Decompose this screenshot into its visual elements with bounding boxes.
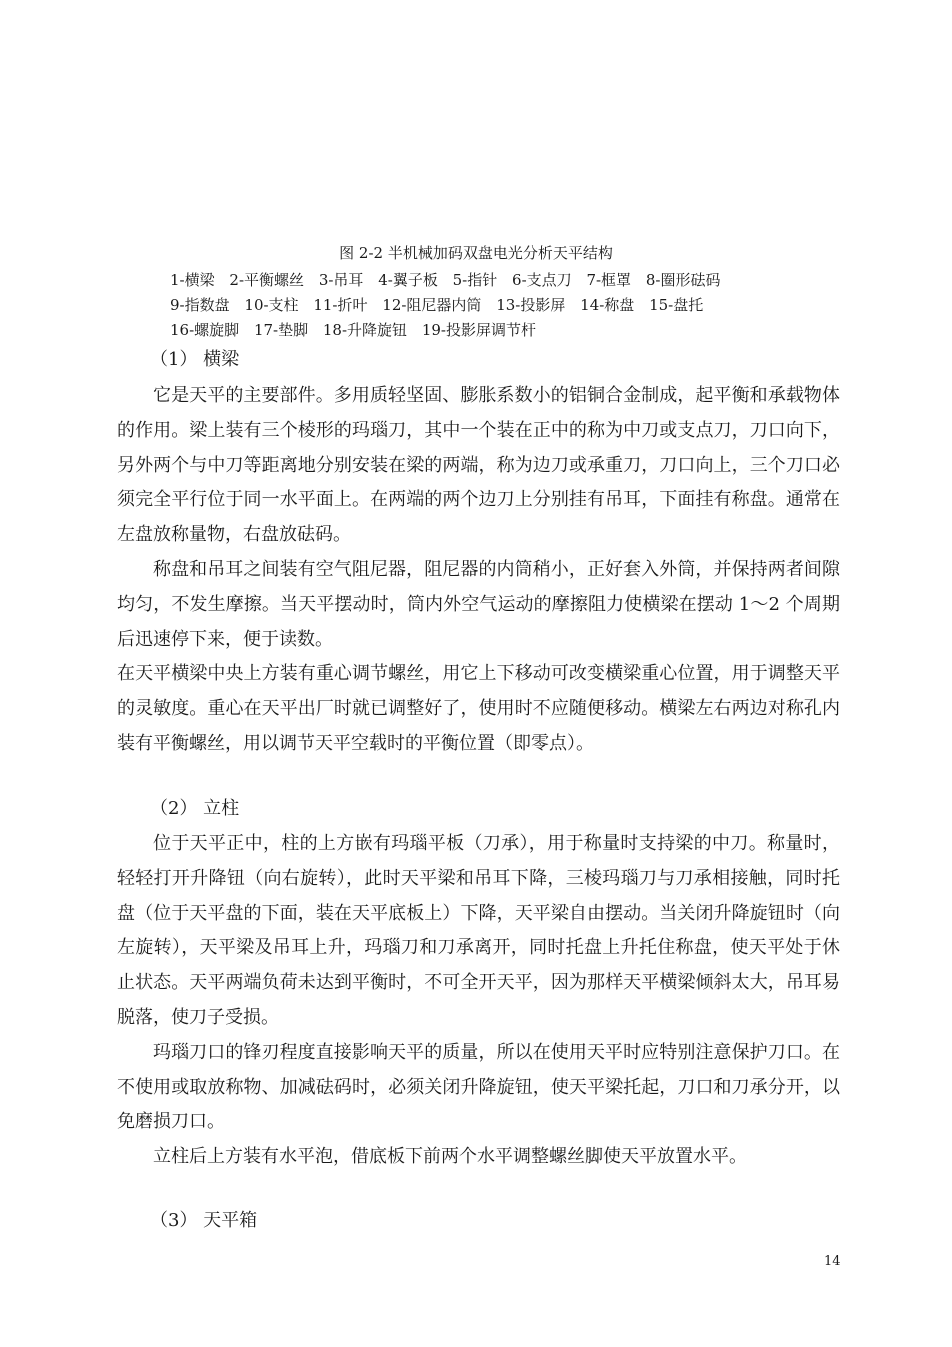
paragraph: 在天平横梁中央上方装有重心调节螺丝，用它上下移动可改变横梁重心位置，用于调整天平的灵敏度。重心在天平出厂时就已调整好了，使用时不应随便移动。横梁左右两边对称孔内装有平衡螺丝，用以调节天平空载时的平衡位置（即零点）。 — [117, 663, 840, 754]
legend-item: 9-指数盘 — [170, 296, 230, 314]
figure-legend-row-2 — [170, 295, 850, 315]
legend-item: 13-投影屏 — [496, 296, 566, 314]
pillar-section-body — [117, 827, 840, 1175]
legend-item: 16-螺旋脚 — [170, 321, 240, 339]
figure-legend-row-1 — [170, 270, 850, 290]
legend-item: 18-升降旋钮 — [322, 321, 408, 339]
paragraph: 称盘和吊耳之间装有空气阻尼器，阻尼器的内筒稍小，正好套入外筒，并保持两者间隙均匀，不发生摩擦。当天平摆动时，筒内外空气运动的摩擦阻力使横梁在摆动 1～2 个周期后迅速停下来，便于读数。 — [117, 558, 840, 650]
legend-item: 17-垫脚 — [253, 321, 309, 339]
legend-item: 3-吊耳 — [318, 271, 364, 289]
legend-item: 14-称盘 — [580, 296, 635, 314]
figure-legend-row-3 — [170, 320, 850, 340]
legend-item: 12-阻尼器内筒 — [382, 296, 482, 314]
legend-item: 4-翼子板 — [378, 271, 438, 289]
legend-item: 7-框罩 — [586, 271, 632, 289]
section-heading-crossbeam: （1） 横梁 — [150, 349, 240, 370]
legend-item: 6-支点刀 — [512, 271, 572, 289]
legend-item: 2-平衡螺丝 — [229, 271, 305, 289]
crossbeam-section-body — [117, 379, 840, 762]
legend-item: 10-支柱 — [244, 296, 299, 314]
legend-item: 5-指针 — [452, 271, 498, 289]
page-number: 14 — [824, 1254, 841, 1269]
paragraph: 立柱后上方装有水平泡，借底板下前两个水平调整螺丝脚使天平放置水平。 — [153, 1146, 747, 1168]
legend-item: 19-投影屏调节杆 — [421, 321, 536, 339]
paragraph: 它是天平的主要部件。多用质轻坚固、膨胀系数小的铝铜合金制成，起平衡和承载物体的作用。梁上装有三个棱形的玛瑙刀，其中一个装在正中的称为中刀或支点刀，刀口向下，另外两个与中刀等距离地分别安装在梁的两端，称为边刀或承重刀，刀口向上，三个刀口必须完全平行位于同一水平面上。在两端的两个边刀上分别挂有吊耳，下面挂有称盘。通常在左盘放称量物，右盘放砝码。 — [117, 385, 840, 546]
legend-item: 11-折叶 — [313, 296, 368, 314]
section-heading-balance-case: （3） 天平箱 — [150, 1210, 258, 1231]
legend-item: 8-圈形砝码 — [645, 271, 721, 289]
paragraph: 位于天平正中，柱的上方嵌有玛瑙平板（刀承），用于称量时支持梁的中刀。称量时，轻轻打开升降钮（向右旋转），此时天平梁和吊耳下降，三棱玛瑙刀与刀承相接触，同时托盘（位于天平盘的下面，装在天平底板上）下降，天平梁自由摆动。当关闭升降旋钮时（向左旋转），天平梁及吊耳上升，玛瑙刀和刀承离开，同时托盘上升托住称盘，使天平处于休止状态。天平两端负荷未达到平衡时，不可全开天平，因为那样天平横梁倾斜太大，吊耳易脱落，使刀子受损。 — [117, 833, 840, 1028]
legend-item: 15-盘托 — [649, 296, 704, 314]
paragraph: 玛瑙刀口的锋刃程度直接影响天平的质量，所以在使用天平时应特别注意保护刀口。在不使用或取放称物、加减砝码时，必须关闭升降旋钮，使天平梁托起，刀口和刀承分开，以免磨损刀口。 — [117, 1041, 840, 1133]
legend-item: 1-横梁 — [170, 271, 215, 289]
section-heading-pillar: （2） 立柱 — [150, 798, 240, 819]
figure-caption: 图 2-2 半机械加码双盘电光分析天平结构 — [339, 244, 613, 262]
